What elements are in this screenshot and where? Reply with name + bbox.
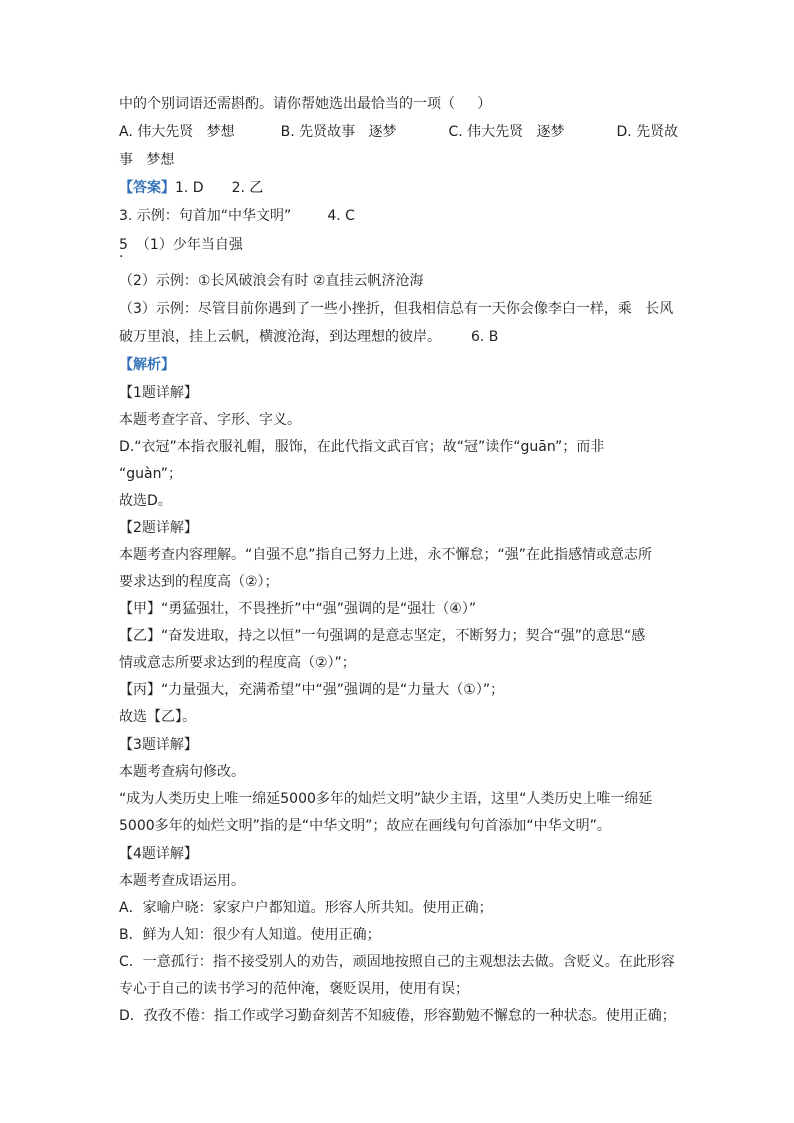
- answer-q5-dot: ·: [119, 249, 124, 265]
- answer-q4: 4. C: [327, 208, 355, 224]
- section-2-heading: 【2题详解】: [119, 520, 198, 536]
- option-d: D. 先贤故: [616, 124, 679, 140]
- section-2-line: 【乙】“奋发进取，持之以恒”一句强调的是意志坚定，不断努力；契合“强”的意思“感: [119, 628, 646, 644]
- answer-q3: 3. 示例：句首加“中华文明”: [119, 208, 292, 224]
- options-row: [119, 123, 678, 141]
- option-c: C. 伟大先贤 逐梦: [448, 124, 565, 140]
- section-1-line: 故选D。: [119, 493, 172, 509]
- answer-q6: 6. B: [471, 329, 499, 345]
- answer-q5-part3-line2: 破万里浪，挂上云帆，横渡沧海，到达理想的彼岸。: [119, 329, 441, 345]
- section-4-line: B．鲜为人知：很少有人知道。使用正确；: [119, 927, 381, 943]
- option-a: A. 伟大先贤 梦想: [119, 124, 235, 140]
- section-4-line: 专心于自己的读书学习的范仲淹，褒贬误用，使用有误；: [119, 981, 469, 997]
- section-3-line: “成为人类历史上唯一绵延5000多年的灿烂文明”缺少主语，这里“人类历史上唯一绵延: [119, 791, 653, 807]
- analysis-label: 【解析】: [119, 357, 175, 373]
- section-2-line: 【甲】“勇猛强壮，不畏挫折”中“强”强调的是“强壮（④）”: [119, 601, 477, 617]
- answer-row-1: [119, 179, 263, 197]
- answer-q5-part3-line1: （3）示例：尽管目前你遇到了一些小挫折，但我相信总有一天你会像李白一样，乘 长风: [119, 301, 674, 317]
- section-3-line: 5000多年的灿烂文明”指的是“中华文明”；故应在画线句句首添加“中华文明”。: [119, 818, 611, 834]
- section-3-line: 本题考查病句修改。: [119, 764, 245, 780]
- answer-label: 【答案】: [119, 180, 175, 196]
- answer-q1: 1. D: [175, 180, 204, 196]
- section-2-line: 【丙】“力量强大，充满希望”中“强”强调的是“力量大（①）”；: [119, 682, 505, 698]
- question-line: 中的个别词语还需斟酌。请你帮她选出最恰当的一项（ ）: [119, 96, 492, 112]
- answer-q5-number: 5: [119, 237, 128, 253]
- section-4-line: A．家喻户晓：家家户户都知道。形容人所共知。使用正确；: [119, 900, 493, 916]
- option-d-continued: 事 梦想: [119, 152, 175, 168]
- section-1-heading: 【1题详解】: [119, 385, 198, 401]
- answer-row-3: [119, 236, 243, 254]
- option-b: B. 先贤故事 逐梦: [280, 124, 397, 140]
- section-2-line: 本题考查内容理解。“自强不息”指自己努力上进，永不懈怠；“强”在此指感情或意志所: [119, 547, 653, 563]
- section-1-line: D.“衣冠”本指衣服礼帽，服饰，在此代指文武百官；故“冠”读作“guān”；而非: [119, 439, 605, 455]
- section-4-heading: 【4题详解】: [119, 846, 198, 862]
- answer-row-q5-part3-line2: [119, 328, 498, 346]
- section-2-line: 情或意志所要求达到的程度高（②）”；: [119, 655, 356, 671]
- section-2-line: 要求达到的程度高（②）；: [119, 574, 279, 590]
- section-1-line: 本题考查字音、字形、字义。: [119, 412, 301, 428]
- section-4-line: 本题考查成语运用。: [119, 873, 245, 889]
- section-2-line: 故选【乙】。: [119, 709, 196, 725]
- section-1-line: “guàn”；: [119, 466, 182, 482]
- answer-q5-part1: （1）少年当自强: [135, 237, 243, 253]
- answer-q2: 2. 乙: [231, 180, 264, 196]
- answer-row-2: [119, 207, 355, 225]
- section-3-heading: 【3题详解】: [119, 737, 198, 753]
- section-4-line: C．一意孤行：指不接受别人的劝告，顽固地按照自己的主观想法去做。含贬义。在此形容: [119, 954, 675, 970]
- answer-q5-part2: （2）示例：①长风破浪会有时 ②直挂云帆济沧海: [119, 273, 424, 289]
- section-4-line: D．孜孜不倦：指工作或学习勤奋刻苦不知疲倦，形容勤勉不懈怠的一种状态。使用正确；: [119, 1008, 676, 1024]
